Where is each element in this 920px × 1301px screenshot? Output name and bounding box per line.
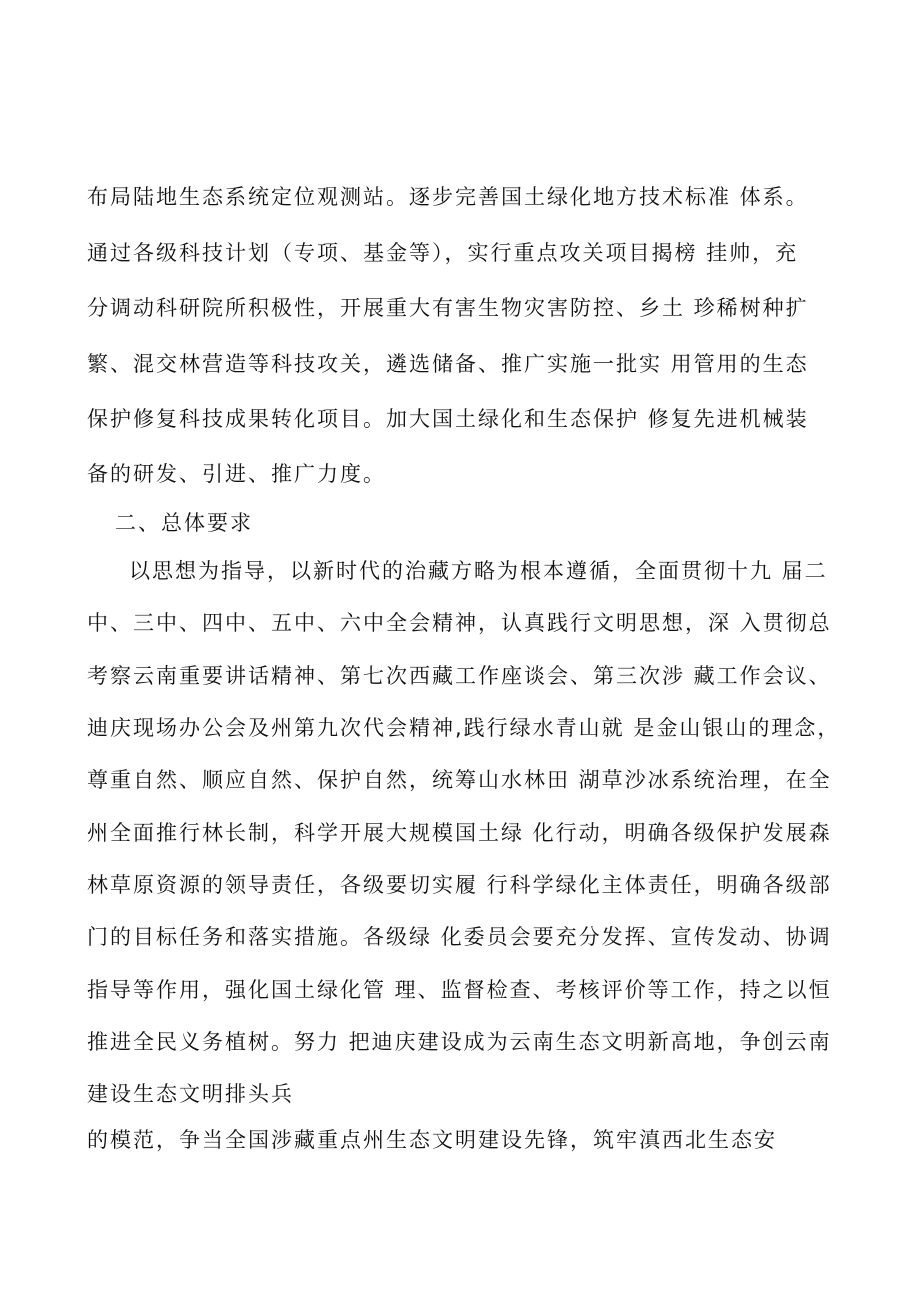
paragraph-line: 尊重自然、顺应自然、保护自然，统筹山水林田 湖草沙冰系统治理，在全 xyxy=(87,768,832,792)
paragraph-line: 通过各级科技计划（专项、基金等），实行重点攻关项目揭榜 挂帅，充 xyxy=(87,241,799,265)
paragraph-line: 州全面推行林长制，科学开展大规模国土绿 化行动，明确各级保护发展森 xyxy=(87,821,832,845)
paragraph-line: 布局陆地生态系统定位观测站。逐步完善国土绿化地方技术标准 体系。 xyxy=(87,185,809,209)
paragraph-line: 的模范，争当全国涉藏重点州生态文明建设先锋，筑牢滇西北生态安 xyxy=(87,1128,777,1152)
paragraph-line: 繁、混交林营造等科技攻关，遴选储备、推广实施一批实 用管用的生态 xyxy=(87,352,809,376)
paragraph-line: 以思想为指导，以新时代的治藏方略为根本遵循，全面贯彻十九 届二 xyxy=(129,559,828,583)
paragraph-line: 推进全民义务植树。努力 把迪庆建设成为云南生态文明新高地，争创云南 xyxy=(87,1030,832,1054)
paragraph-line: 林草原资源的领导责任，各级要切实履 行科学绿化主体责任，明确各级部 xyxy=(87,873,832,897)
paragraph-line: 建设生态文明排头兵 xyxy=(87,1082,294,1106)
paragraph-line: 迪庆现场办公会及州第九次代会精神,践行绿水青山就 是金山银山的理念， xyxy=(87,716,841,740)
paragraph-line: 分调动科研院所积极性，开展重大有害生物灾害防控、乡土 珍稀树种扩 xyxy=(87,296,809,320)
paragraph-line: 门的目标任务和落实措施。各级绿 化委员会要充分发挥、宣传发动、协调 xyxy=(87,925,832,949)
paragraph-line: 考察云南重要讲话精神、第七次西藏工作座谈会、第三次涉 藏工作会议、 xyxy=(87,664,832,688)
section-heading: 二、总体要求 xyxy=(115,511,253,535)
paragraph-line: 备的研发、引进、推广力度。 xyxy=(87,462,386,486)
paragraph-line: 中、三中、四中、五中、六中全会精神，认真践行文明思想，深 入贯彻总 xyxy=(87,611,832,635)
paragraph-line: 指导等作用，强化国土绿化管 理、监督检查、考核评价等工作，持之以恒 xyxy=(87,978,832,1002)
paragraph-line: 保护修复科技成果转化项目。加大国土绿化和生态保护 修复先进机械装 xyxy=(87,407,809,431)
